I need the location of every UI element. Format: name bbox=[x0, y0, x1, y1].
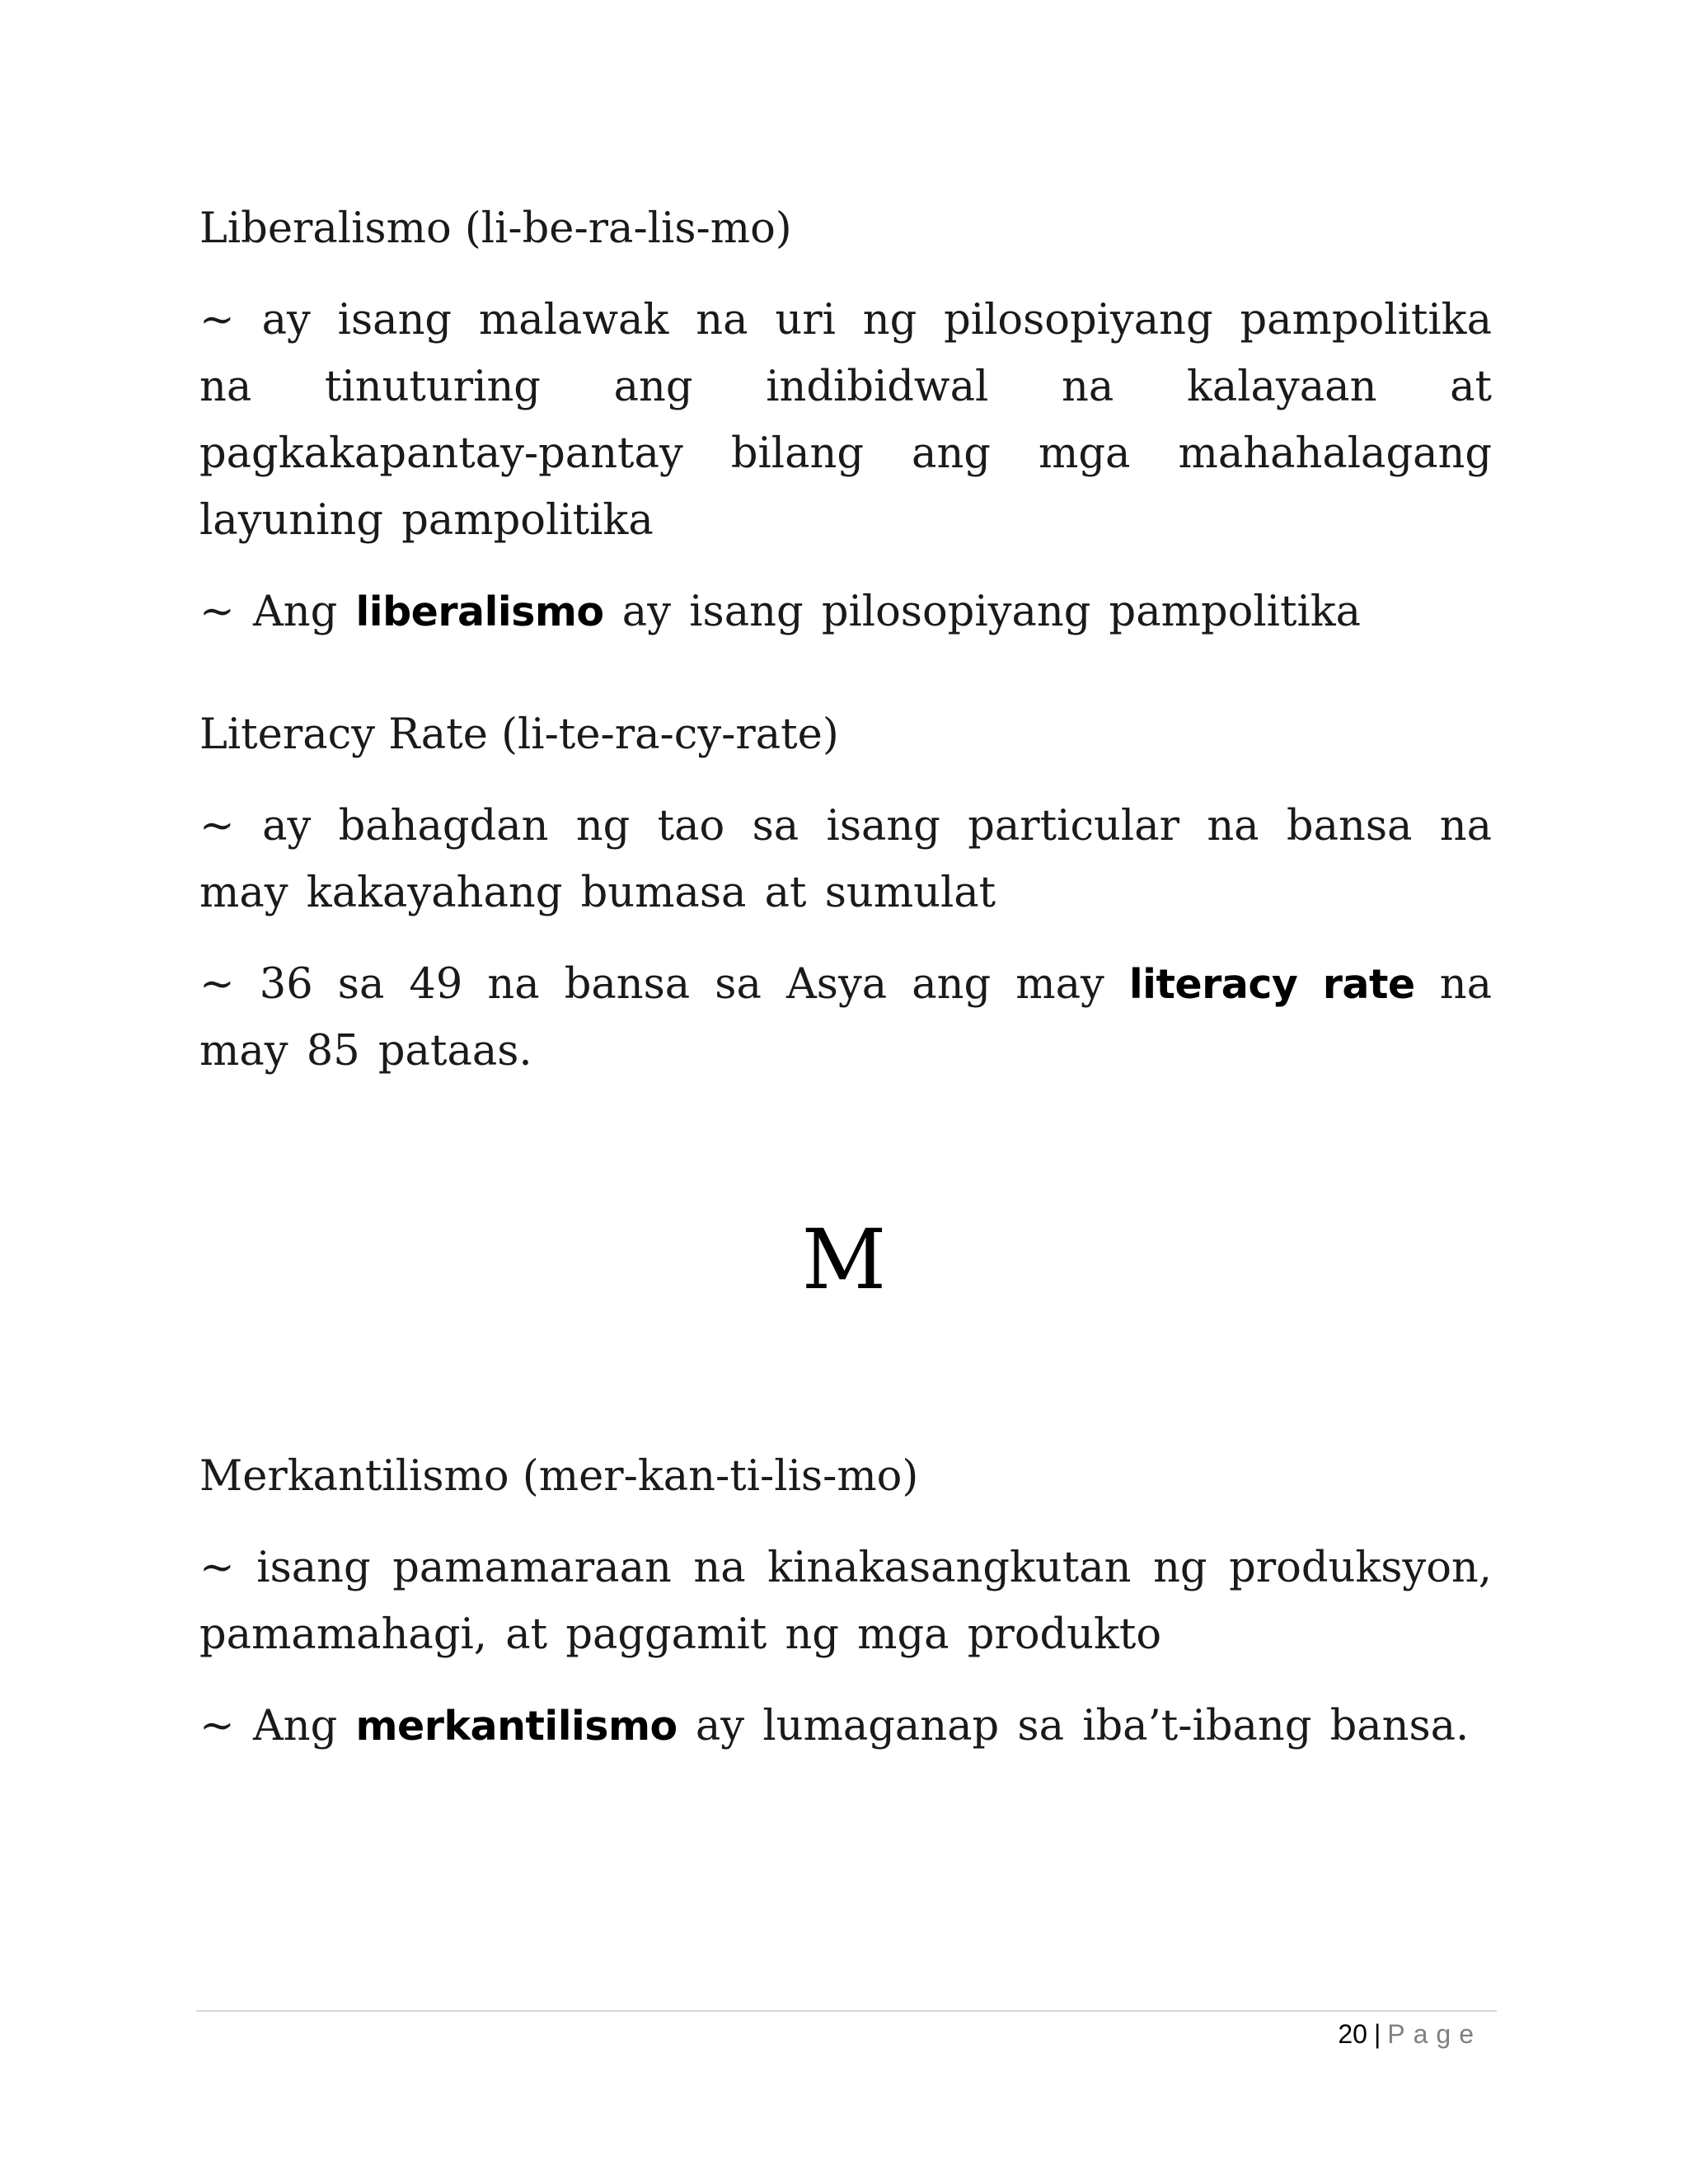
example-keyword: liberalismo bbox=[355, 588, 604, 635]
entry-definition: ~ isang pamamaraan na kinakasangkutan ng produksyon, pamamahagi, at paggamit ng mga produkto bbox=[199, 1544, 1492, 1659]
glossary-entry-liberalismo bbox=[199, 196, 1492, 645]
entry-term: Merkantilismo (mer-kan-ti-lis-mo) bbox=[199, 1452, 919, 1501]
footer-separator: | bbox=[1373, 2019, 1381, 2049]
page-number: 20 bbox=[1338, 2019, 1367, 2049]
example-text-before: ~ Ang bbox=[199, 1702, 356, 1750]
page-footer bbox=[1338, 2014, 1482, 2054]
example-keyword: merkantilismo bbox=[355, 1703, 678, 1750]
glossary-entry-literacy-rate bbox=[199, 702, 1492, 1085]
section-letter-heading: M bbox=[801, 1212, 887, 1308]
example-text-before: ~ 36 sa 49 na bansa sa Asya ang may bbox=[199, 960, 1129, 1009]
entry-definition: ~ ay bahagdan ng tao sa isang particular na bansa na may kakayahang bumasa at sumulat bbox=[199, 802, 1492, 917]
example-text-after: ay isang pilosopiyang pampolitika bbox=[603, 588, 1362, 636]
page-label: Page bbox=[1387, 2019, 1482, 2049]
entry-term: Liberalismo (li-be-ra-lis-mo) bbox=[199, 204, 792, 253]
entry-definition: ~ ay isang malawak na uri ng pilosopiyang pampolitika na tinuturing ang indibidwal na kalayaan at pagkakapantay-pantay bilang ang mga mahahalagang layuning pampolitika bbox=[199, 296, 1492, 545]
glossary-entry-merkantilismo bbox=[199, 1444, 1492, 1760]
example-text-before: ~ Ang bbox=[199, 588, 356, 636]
example-text-after: na may 85 pataas. bbox=[199, 960, 1492, 1076]
footer-divider bbox=[196, 2010, 1497, 2012]
example-text-after: ay lumaganap sa iba’t-ibang bansa. bbox=[677, 1702, 1470, 1750]
entry-example bbox=[199, 1693, 1492, 1760]
entry-example bbox=[199, 951, 1492, 1085]
entry-term: Literacy Rate (li-te-ra-cy-rate) bbox=[199, 710, 839, 759]
example-keyword: literacy rate bbox=[1128, 961, 1415, 1008]
entry-example bbox=[199, 579, 1492, 645]
